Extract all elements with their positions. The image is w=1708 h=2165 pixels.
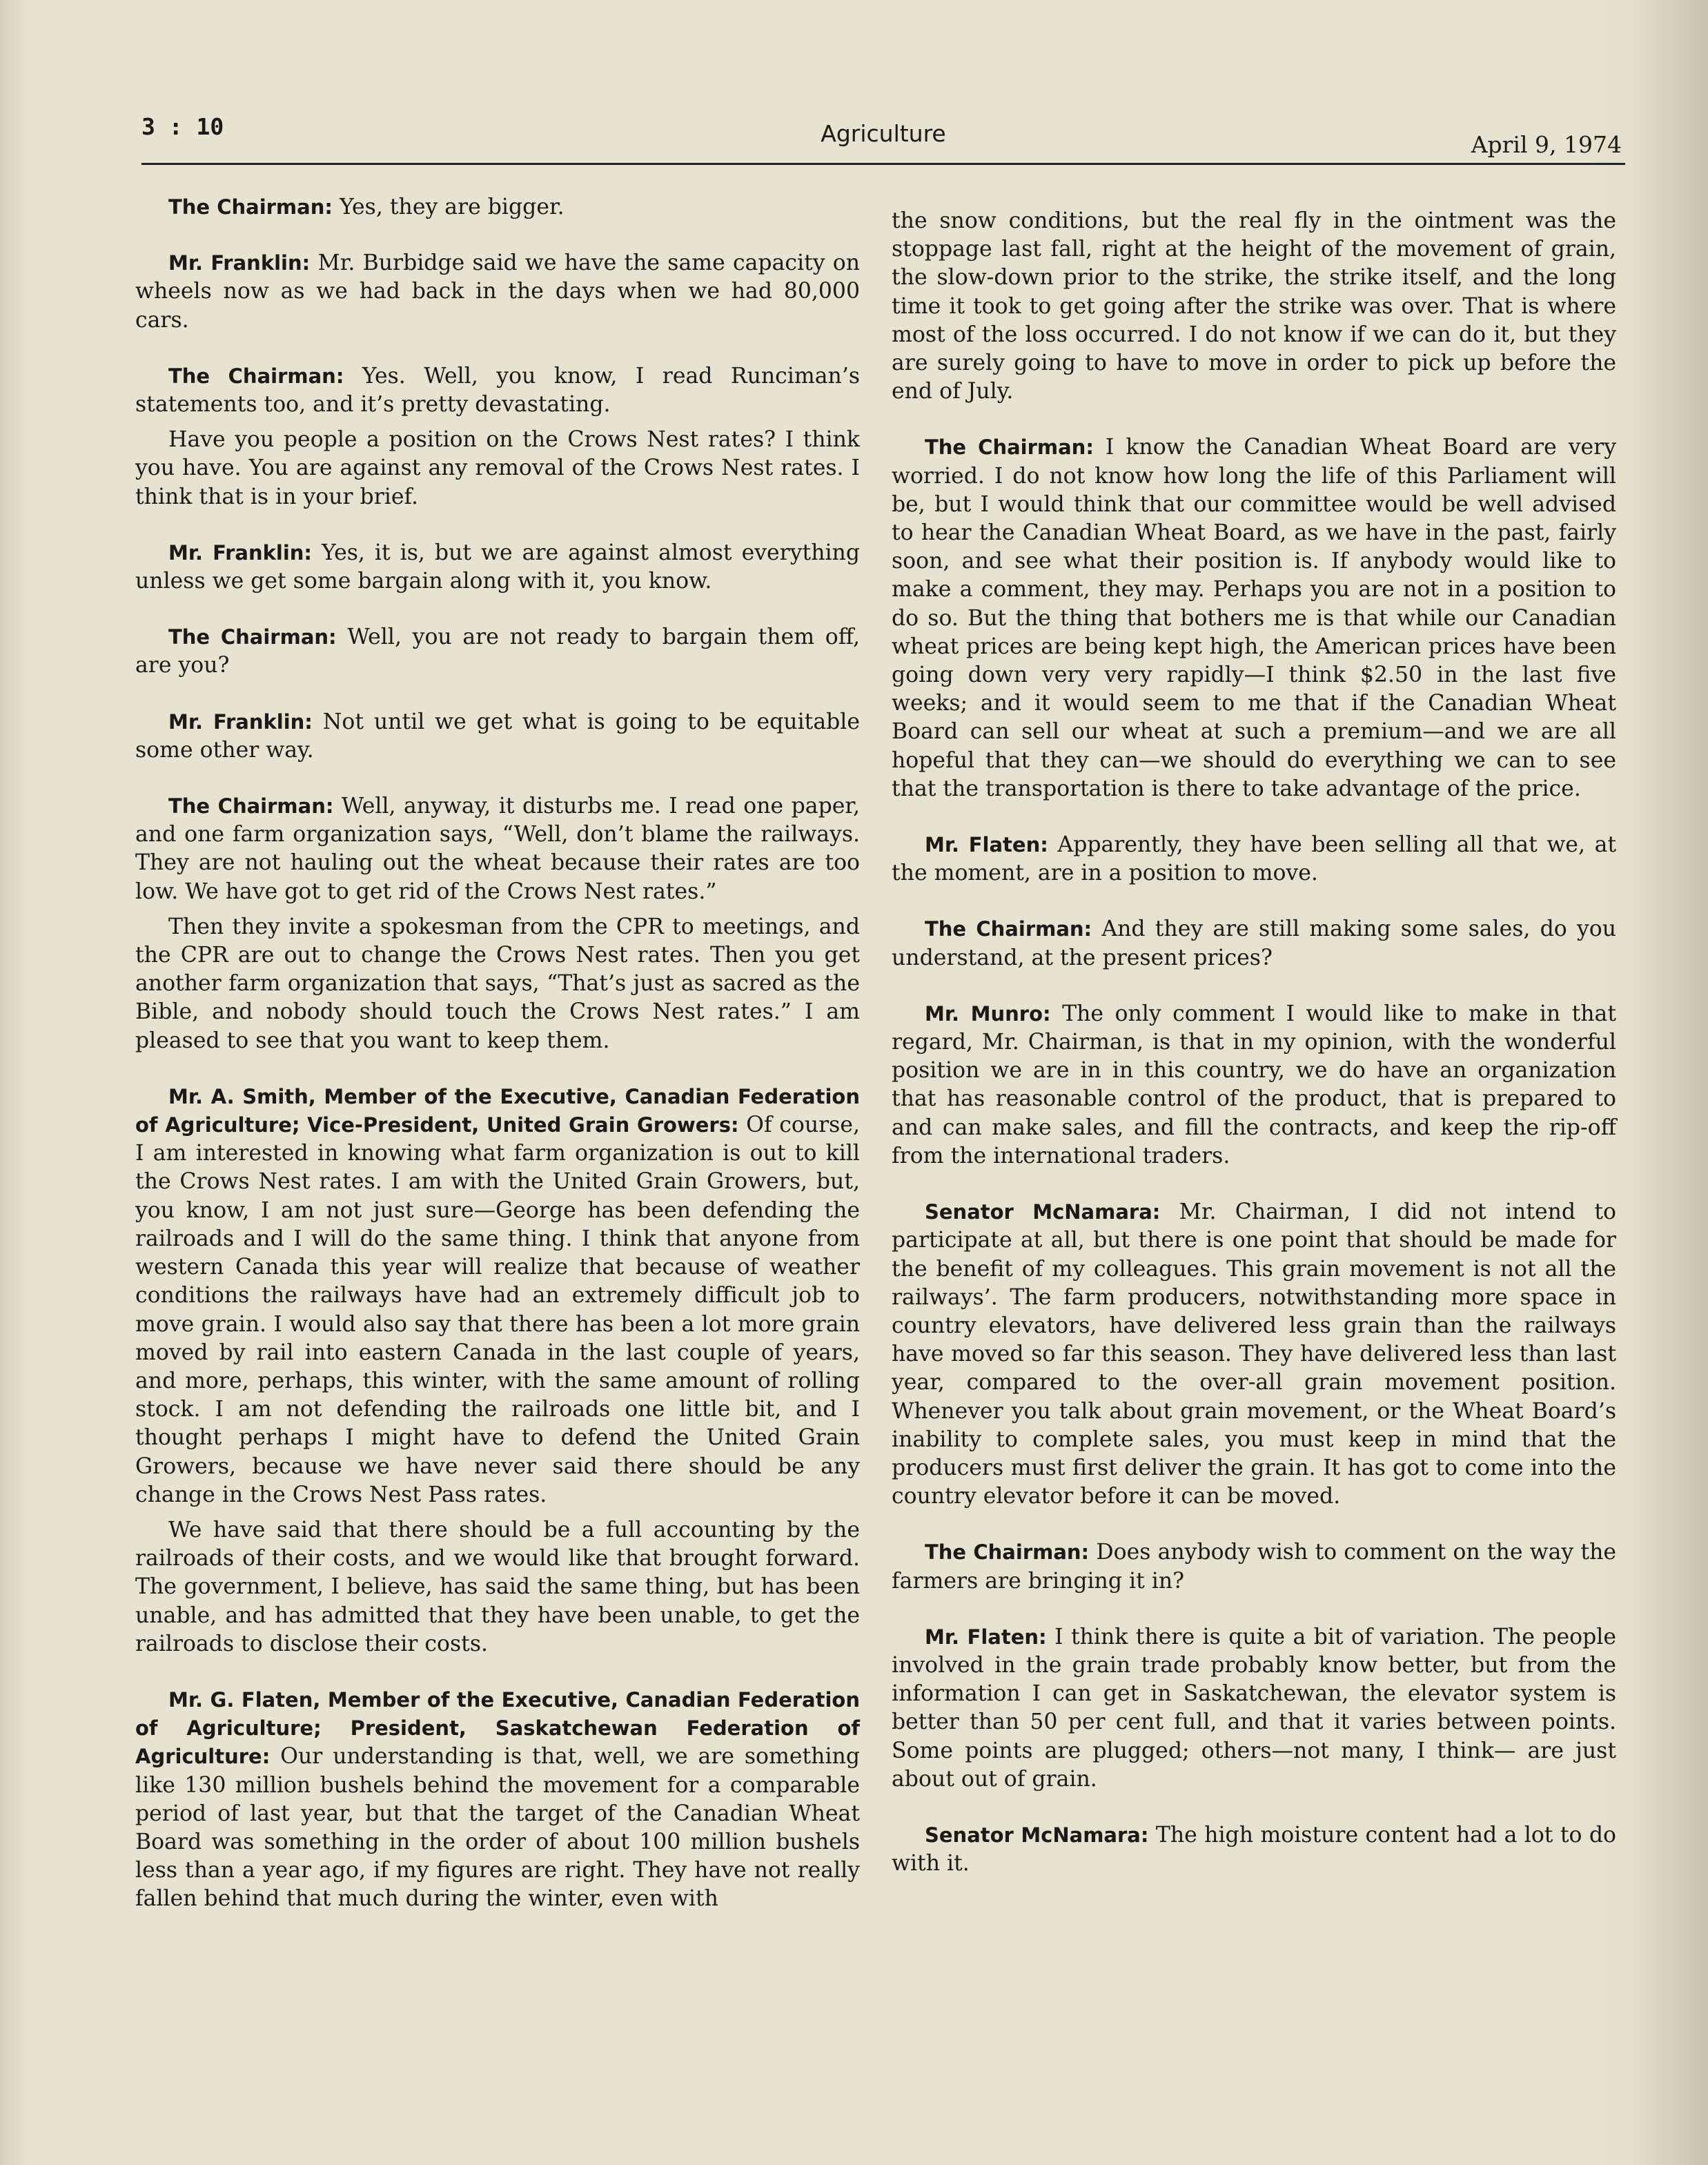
paragraph xyxy=(892,1000,1616,1170)
paragraph-text: I know the Canadian Wheat Board are very worried. I do not know how long the life of this Parliament will be, but I would think that our committee would be well advised to hear the Canadian Wheat Board, as we have in the past, fairly soon, and see what their position is. If anybody would like to make a comment, they may. Perhaps you are not in a position to do so. But the thing that bothers me is that while our Canadian wheat prices are being kept high, the American prices have been going down very very rapidly—I think $2.50 in the last five weeks; and it would seem to me that if the Canadian Wheat Board can sell our wheat at such a premium—and we are all hopeful that they can—we should do everything we can to see that the transportation is there to take advantage of the price. xyxy=(892,435,1616,801)
page-number: 3 : 10 xyxy=(141,113,224,140)
header-rule xyxy=(141,163,1625,165)
speaker-name: Mr. Franklin: xyxy=(168,540,313,565)
paragraph-text: We have said that there should be a full accounting by the railroads of their costs, and we would like that brought forward. The government, I believe, has said the same thing, but has been unable, and has admitted that they have been unable, to get the railroads to disclose their costs. xyxy=(135,1517,860,1656)
paragraph xyxy=(135,539,860,596)
paragraph xyxy=(135,1686,860,1914)
paragraph-text: The high moisture content had a lot to do with it. xyxy=(892,1822,1616,1877)
paragraph-text: Well, anyway, it disturbs me. I read one paper, and one farm organization says, “Well, don’t blame the railways. They are not hauling out the wheat because their rates are too low. We have got to get rid of the Crows Nest rates.” xyxy=(135,794,860,904)
speaker-name: The Chairman: xyxy=(168,625,337,649)
speaker-name: The Chairman: xyxy=(168,364,344,388)
page-header xyxy=(141,104,1625,160)
paragraph xyxy=(135,193,860,222)
paragraph xyxy=(135,249,860,335)
header-date: April 9, 1974 xyxy=(1471,131,1622,158)
paragraph-text: The only comment I would like to make in that regard, Mr. Chairman, is that in my opinion, with the wonderful position we are in in this country, we do have an organization that has reasonable control of the product, that is prepared to and can make sales, and fill the contracts, and keep the rip-off from the international traders. xyxy=(892,1001,1616,1168)
paragraph xyxy=(892,915,1616,972)
speaker-name: Senator McNamara: xyxy=(925,1200,1161,1224)
paragraph-text: Not until we get what is going to be equitable some other way. xyxy=(135,709,860,763)
speaker-name: Mr. Flaten: xyxy=(925,1625,1047,1649)
paragraph-text: Our understanding is that, well, we are something like 130 million bushels behind the movement for a comparable period of last year, but that the target of the Canadian Wheat Board was something in the order of about 100 million bushels less than a year ago, if my figures are right. They have not really fallen behind that much during the winter, even with xyxy=(135,1744,860,1912)
paragraph xyxy=(135,623,860,680)
paragraph xyxy=(892,1198,1616,1511)
speaker-name: The Chairman: xyxy=(168,794,334,819)
speaker-name: The Chairman: xyxy=(168,195,333,219)
speaker-name: Mr. Franklin: xyxy=(168,251,311,275)
speaker-name: Mr. A. Smith, Member of the Executive, Canadian Federation of Agriculture; Vice-President, United Grain Growers: xyxy=(135,1084,860,1137)
paragraph-text: the snow conditions, but the real fly in the ointment was the stoppage last fall, right at the height of the movement of grain, the slow-down prior to the strike, the strike itself, and the long time it took to get going after the strike was over. That is where most of the loss occurred. I do not know if we can do it, but they are surely going to have to move in order to pick up before the end of July. xyxy=(892,208,1616,404)
speaker-name: Mr. Flaten: xyxy=(925,833,1048,857)
paragraph xyxy=(892,433,1616,803)
speaker-name: The Chairman: xyxy=(925,435,1094,460)
paragraph-text: Yes, it is, but we are against almost everything unless we get some bargain along with it, you know. xyxy=(135,540,861,594)
paragraph-text: Of course, I am interested in knowing what farm organization is out to kill the Crows Nest rates. I am with the United Grain Growers, but, you know, I am not just sure—George has been defending the railroads and I will do the same thing. I think that anyone from western Canada this year will realize that because of weather conditions the railways have had an extremely difficult job to move grain. I would also say that there has been a lot more grain moved by rail into eastern Canada in the last couple of years, and more, perhaps, this winter, with the same amount of rolling stock. I am not defending the railroads one little bit, and I thought perhaps I might have to defend the United Grain Growers, because we have never said there should be any change in the Crows Nest Pass rates. xyxy=(135,1113,860,1507)
paragraph-text: Have you people a position on the Crows Nest rates? I think you have. You are against any removal of the Crows Nest rates. I think that is in your brief. xyxy=(135,427,860,509)
speaker-name: Mr. G. Flaten, Member of the Executive, Canadian Federation of Agriculture; President, Saskatchewan Federation of Agriculture: xyxy=(135,1687,860,1769)
paragraph xyxy=(892,1623,1616,1794)
paragraph xyxy=(135,426,860,511)
speaker-name: Mr. Munro: xyxy=(925,1001,1051,1026)
paragraph xyxy=(892,207,1616,406)
paragraph xyxy=(135,362,860,419)
right-column xyxy=(892,207,1616,1906)
paragraph-text: Yes, they are bigger. xyxy=(332,195,565,219)
paragraph-text: Yes. Well, you know, I read Runciman’s statements too, and it’s pretty devastating. xyxy=(135,363,860,418)
speaker-name: Senator McNamara: xyxy=(925,1823,1149,1847)
paragraph xyxy=(892,1538,1616,1595)
speaker-name: The Chairman: xyxy=(925,917,1092,941)
paragraph-text: Mr. Chairman, I did not intend to participate at all, but there is one point that should be made for the benefit of my colleagues. This grain movement is not all the railways’. The farm producers, notwithstanding more space in country elevators, have delivered less grain than the railways have moved so far this season. They have delivered less than last year, compared to the over-all grain movement position. Whenever you talk about grain movement, or the Wheat Board’s inability to complete sales, you must keep in mind that the producers must first deliver the grain. It has got to come into the country elevator before it can be moved. xyxy=(892,1199,1616,1509)
section-title: Agriculture xyxy=(821,120,946,147)
paragraph-text: Then they invite a spokesman from the CPR to meetings, and the CPR are out to change the Crows Nest rates. Then you get another farm organization that says, “That’s just as sacred as the Bible, and nobody should touch the Crows Nest rates.” I am pleased to see that you want to keep them. xyxy=(135,914,860,1053)
paragraph-text: Mr. Burbidge said we have the same capacity on wheels now as we had back in the days when we had 80,000 cars. xyxy=(135,251,860,333)
paragraph xyxy=(135,1516,860,1658)
paragraph-text: Apparently, they have been selling all that we, at the moment, are in a position to move. xyxy=(892,832,1617,886)
paragraph-text: I think there is quite a bit of variation. The people involved in the grain trade probably know better, but from the information I can get in Saskatchewan, the elevator system is better than 50 per cent full, and that it varies between points. Some points are plugged; others—not many, I think— are just about out of grain. xyxy=(892,1624,1616,1792)
paragraph xyxy=(892,1821,1616,1878)
paragraph-text: Does anybody wish to comment on the way the farmers are bringing it in? xyxy=(892,1540,1616,1594)
left-column xyxy=(135,193,860,1941)
paragraph xyxy=(892,831,1616,888)
paragraph xyxy=(135,792,860,906)
paragraph xyxy=(135,708,860,765)
speaker-name: Mr. Franklin: xyxy=(168,709,313,734)
paragraph xyxy=(135,913,860,1055)
page-edge-shadow xyxy=(1632,0,1708,2165)
paragraph xyxy=(135,1083,860,1509)
speaker-name: The Chairman: xyxy=(925,1540,1090,1565)
paragraph-text: And they are still making some sales, do you understand, at the present prices? xyxy=(892,917,1616,970)
paragraph-text: Well, you are not ready to bargain them off, are you? xyxy=(135,625,861,678)
